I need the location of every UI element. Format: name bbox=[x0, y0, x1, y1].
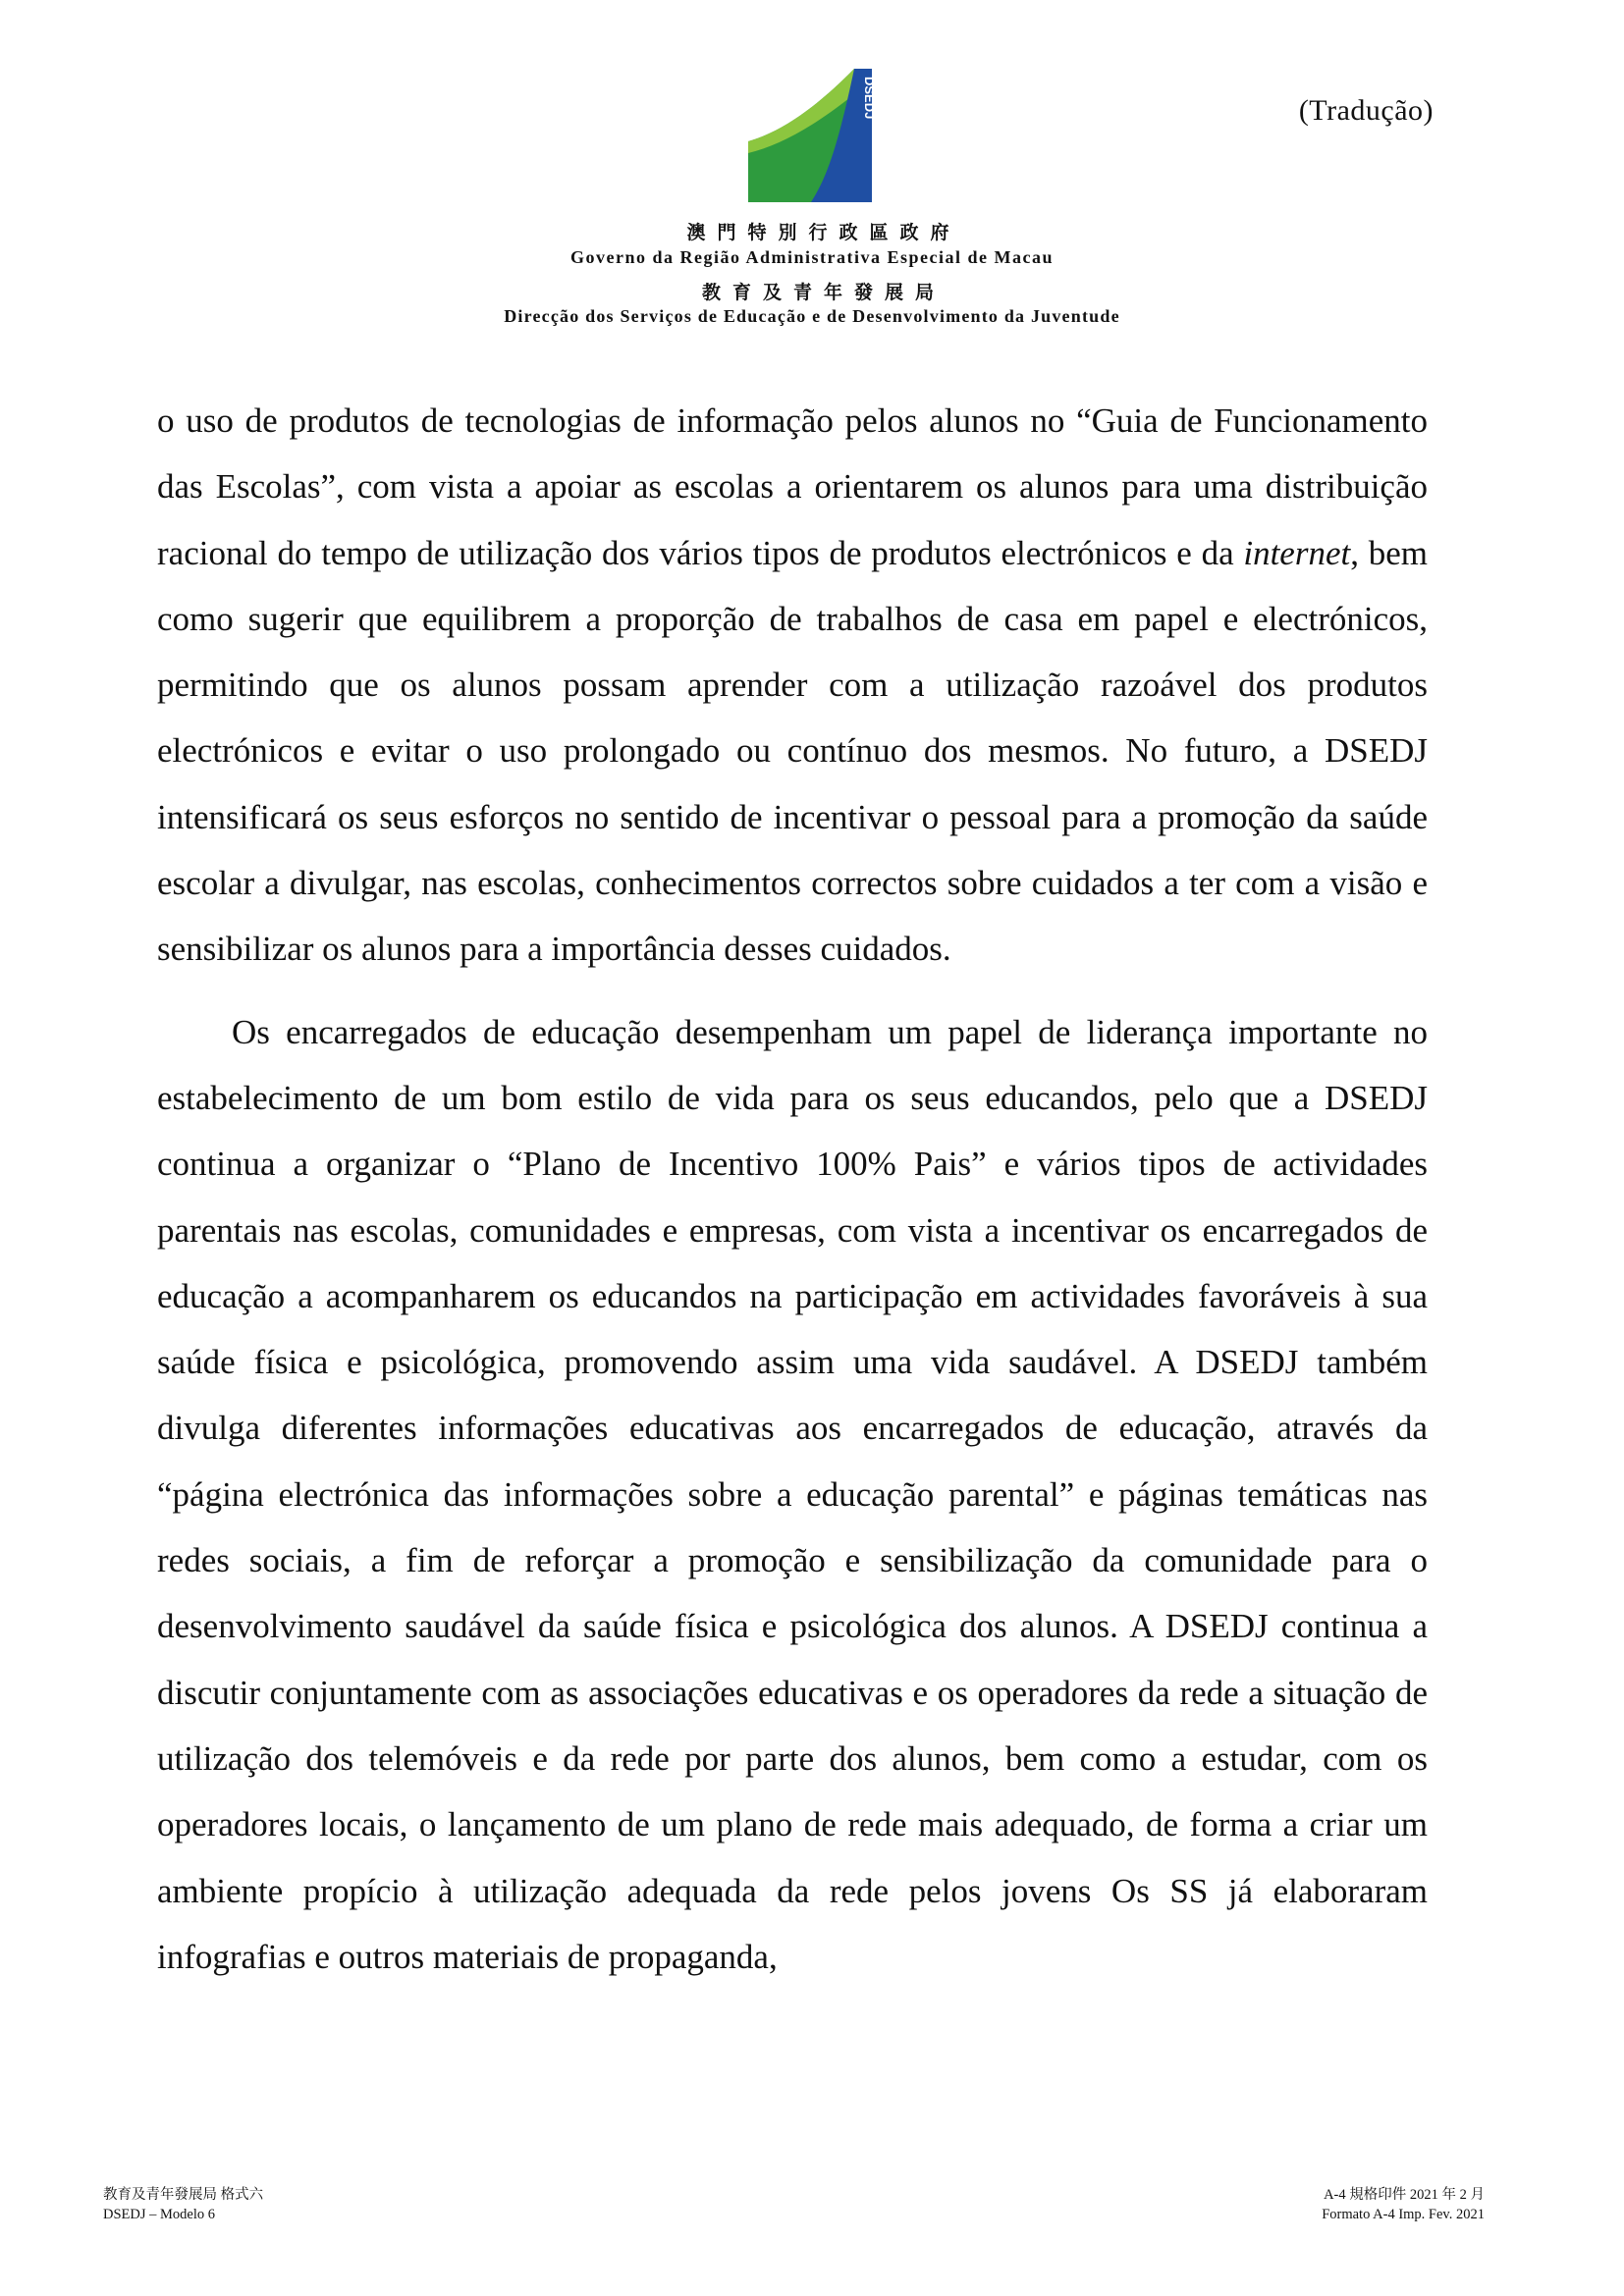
footer-right bbox=[1322, 2185, 1485, 2224]
paragraph-1 bbox=[157, 388, 1428, 983]
department-name-portuguese: Direcção dos Serviços de Educação e de Desenvolvimento da Juventude bbox=[504, 306, 1120, 326]
paragraph-1-end: , bem como sugerir que equilibrem a proporção de trabalhos de casa em papel e electrónicos, permitindo que os alunos possam aprender com a utilização razoável dos produtos electrónicos e evitar o uso prolongado ou contínuo dos mesmos. No futuro, a DSEDJ intensificará os seus esforços no sentido de incentivar o pessoal para a promoção da saúde escolar a divulgar, nas escolas, conhecimentos correctos sobre cuidados a ter com a visão e sensibilizar os alunos para a importância desses cuidados. bbox=[157, 533, 1428, 969]
paragraph-2: Os encarregados de educação desempenham um papel de liderança importante no estabelecimento de um bom estilo de vida para os seus educandos, pelo que a DSEDJ continua a organizar o “Plano de Incentivo 100% Pais” e vários tipos de actividades parentais nas escolas, comunidades e empresas, com vista a incentivar os encarregados de educação a acompanharem os educandos na participação em actividades favoráveis à sua saúde física e psicológica, promovendo assim uma vida saudável. A DSEDJ também divulga diferentes informações educativas aos encarregados de educação, através da “página electrónica das informações sobre a educação parental” e páginas temáticas nas redes sociais, a fim de reforçar a promoção e sensibilização da comunidade para o desenvolvimento saudável da saúde física e psicológica dos alunos. A DSEDJ continua a discutir conjuntamente com as associações educativas e os operadores da rede a situação de utilização dos telemóveis e da rede por parte dos alunos, bem como a estudar, com os operadores locais, o lançamento de um plano de rede mais adequado, de forma a criar um ambiente propício à utilização adequada da rede pelos jovens Os SS já elaboraram infografias e outros materiais de propaganda, bbox=[157, 1012, 1428, 1976]
footer-format-portuguese: Formato A-4 Imp. Fev. 2021 bbox=[1322, 2207, 1485, 2222]
translation-note: (Tradução) bbox=[1298, 94, 1434, 127]
document-body bbox=[157, 388, 1428, 1990]
paragraph-1-italic-term: internet bbox=[1243, 533, 1351, 572]
footer-form-chinese: 教育及青年發展局 格式六 bbox=[103, 2187, 264, 2203]
logo-text: DSEDJ bbox=[862, 77, 877, 120]
footer-left bbox=[103, 2185, 263, 2224]
paragraph-1-start: o uso de produtos de tecnologias de informação pelos alunos no “Guia de Funcionamento das Escolas”, com vista a apoiar as escolas a orientarem os alunos para uma distribuição racional do tempo de utilização dos vários tipos de produtos electrónicos e da bbox=[157, 401, 1428, 572]
footer-form-portuguese: DSEDJ – Modelo 6 bbox=[103, 2207, 215, 2222]
department-name-chinese: 教育及青年發展局 bbox=[701, 283, 946, 303]
dsedj-logo bbox=[746, 65, 884, 202]
footer-format-chinese: A-4 規格印件 2021 年 2 月 bbox=[1324, 2187, 1485, 2203]
government-name-chinese: 澳門特別行政區政府 bbox=[686, 223, 961, 243]
government-name-portuguese: Governo da Região Administrativa Especial de Macau bbox=[570, 247, 1054, 267]
